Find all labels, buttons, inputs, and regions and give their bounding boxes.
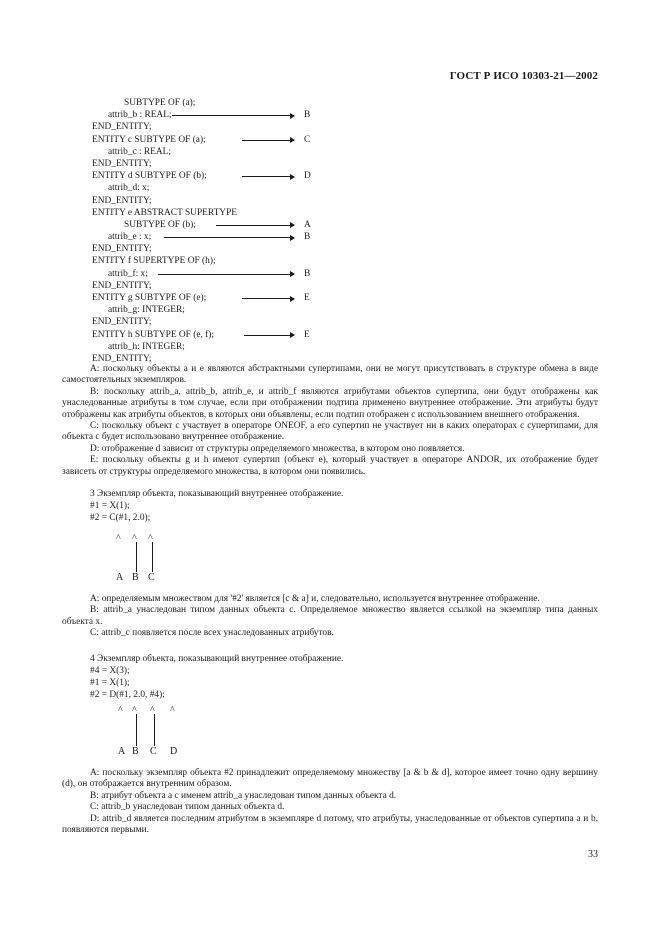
code-text: ENTITY e ABSTRACT SUPERTYPE <box>92 207 238 218</box>
caret-marker: ^ <box>132 705 137 716</box>
mapping-arrow <box>172 115 294 116</box>
code-text: END_ENTITY; <box>92 244 152 255</box>
page-number: 33 <box>588 849 598 860</box>
mapping-target: E <box>304 293 310 303</box>
code-text: END_ENTITY; <box>92 317 152 328</box>
code-text: SUBTYPE OF (b); <box>124 219 196 230</box>
mapping-target: D <box>304 171 311 182</box>
explanation-paragraph: A: поскольку экземпляр объекта #2 принадлежит определяемому множеству [a & b & d], которое имеет точно одну вершину (d), он отображается внутренним образом. <box>62 768 598 790</box>
explanation-paragraph: E: поскольку объекты g и h имеют супертип (объект e), который участвует в операторе ANDOR, их отображение будет зависеть от структуры определяемого множества, в котором они появились. <box>62 455 598 477</box>
pointer-line <box>154 714 155 746</box>
explanation-paragraph: C: поскольку объект c участвует в операторе ONEOF, а его супертип не участвует ни в каких операторах с супертипами, для объекта c будет использовано внутреннее отображение. <box>62 421 598 443</box>
code-text: ENTITY h SUBTYPE OF (e, f); <box>92 329 215 340</box>
mapping-arrow <box>242 298 294 299</box>
mapping-arrow <box>242 176 294 177</box>
instance-line: #2 = C(#1, 2.0); <box>90 513 151 523</box>
code-text: attrib_g: INTEGER; <box>108 305 185 316</box>
attribute-letter: A <box>116 572 124 583</box>
example-4-title: 4 Экземпляр объекта, показывающий внутреннее отображение. <box>90 654 344 664</box>
mapping-arrow <box>158 274 294 275</box>
code-text: attrib_f: x; <box>108 268 148 279</box>
code-text: END_ENTITY; <box>92 353 152 364</box>
pointer-line <box>152 542 153 572</box>
code-text: attrib_e : x; <box>108 232 152 243</box>
caret-marker: ^ <box>150 705 155 716</box>
code-text: ENTITY d SUBTYPE OF (b); <box>92 171 207 182</box>
document-header: ГОСТ Р ИСО 10303-21—2002 <box>449 70 598 82</box>
example-3-diagram <box>112 534 172 584</box>
mapping-arrow <box>164 237 294 238</box>
caret-marker: ^ <box>148 533 153 544</box>
attribute-letter: B <box>132 746 139 757</box>
code-text: ENTITY f SUPERTYPE OF (h); <box>92 256 216 267</box>
code-text: ENTITY g SUBTYPE OF (e); <box>92 293 207 303</box>
caret-marker: ^ <box>118 705 123 716</box>
instance-line: #4 = X(3); <box>90 666 130 676</box>
pointer-line <box>136 542 137 572</box>
code-text: attrib_c : REAL; <box>108 146 172 157</box>
attribute-letter: C <box>148 572 155 583</box>
explanation-paragraph: C: attrib_b унаследован типом данных объекта d. <box>90 802 285 813</box>
code-text: END_ENTITY; <box>92 280 152 291</box>
pointer-line <box>136 714 137 746</box>
example-3-title: 3 Экземпляр объекта, показывающий внутреннее отображение. <box>90 489 344 499</box>
caret-marker: ^ <box>170 705 175 716</box>
code-text: END_ENTITY; <box>92 158 152 169</box>
attribute-letter: B <box>132 572 139 583</box>
code-text: attrib_h: INTEGER; <box>108 341 185 352</box>
explanation-paragraph: D: отображение d зависит от структуры определяемого множества, в котором оно появляется. <box>90 443 465 454</box>
explanation-paragraph: B: атрибут объекта a с именем attrib_a унаследован типом данных объекта d. <box>90 790 397 801</box>
mapping-target: B <box>304 268 311 279</box>
instance-line: #1 = X(1); <box>90 501 130 511</box>
instance-line: #2 = D(#1, 2.0, #4); <box>90 690 165 700</box>
mapping-arrow <box>244 335 294 336</box>
mapping-arrow <box>216 225 294 226</box>
explanation-block-1 <box>62 364 598 478</box>
example-4-diagram <box>114 706 194 758</box>
explanation-paragraph: B: поскольку attrib_a, attrib_b, attrib_e, и attrib_f являются атрибутами объектов супертипа, они будут отображены как унаследованные атрибуты в том случае, если при отображении подтипа применено внутреннее отображение. Эти атрибуты будут отображены как атрибуты объектов, в которых они объявлены, если подтип отображен с использованием внешнего отображения. <box>62 386 598 420</box>
mapping-target: A <box>304 219 311 230</box>
caret-marker: ^ <box>116 533 121 544</box>
mapping-target: B <box>304 110 311 121</box>
explanation-block-2 <box>62 594 598 640</box>
caret-marker: ^ <box>132 533 137 544</box>
attribute-letter: C <box>150 746 157 757</box>
code-text: attrib_b : REAL; <box>108 110 172 121</box>
explanation-paragraph: C: attrib_c появляется после всех унаследованных атрибутов. <box>90 628 334 639</box>
mapping-target: B <box>304 232 311 243</box>
code-text: attrib_d: x; <box>108 183 150 194</box>
mapping-target: E <box>304 329 310 340</box>
explanation-paragraph: A: поскольку объекты a и e являются абстрактными супертипами, они не могут присутствовать в структуре обмена в виде самостоятельных экземпляров. <box>62 364 598 386</box>
mapping-target: C <box>304 134 311 145</box>
code-text: SUBTYPE OF (a); <box>124 98 196 108</box>
attribute-letter: D <box>170 746 178 757</box>
code-text: END_ENTITY; <box>92 195 152 206</box>
mapping-arrow <box>242 140 294 141</box>
code-text: ENTITY c SUBTYPE OF (a); <box>92 134 206 145</box>
code-text: END_ENTITY; <box>92 122 152 133</box>
explanation-paragraph: B: attrib_a унаследован типом данных объекта c. Определяемое множество является ссылкой на экземпляр типа данных объекта x. <box>62 605 598 627</box>
explanation-paragraph: A: определяемым множеством для '#2' является [c & a] и, следовательно, используется внутреннее отображение. <box>90 594 540 604</box>
explanation-block-3 <box>62 768 598 836</box>
attribute-letter: A <box>118 746 126 757</box>
explanation-paragraph: D: attrib_d является последним атрибутом в экземпляре d потому, что атрибуты, унаследованные от объектов супертипа a и b, появляются первыми. <box>62 813 598 836</box>
instance-line: #1 = X(1); <box>90 678 130 688</box>
